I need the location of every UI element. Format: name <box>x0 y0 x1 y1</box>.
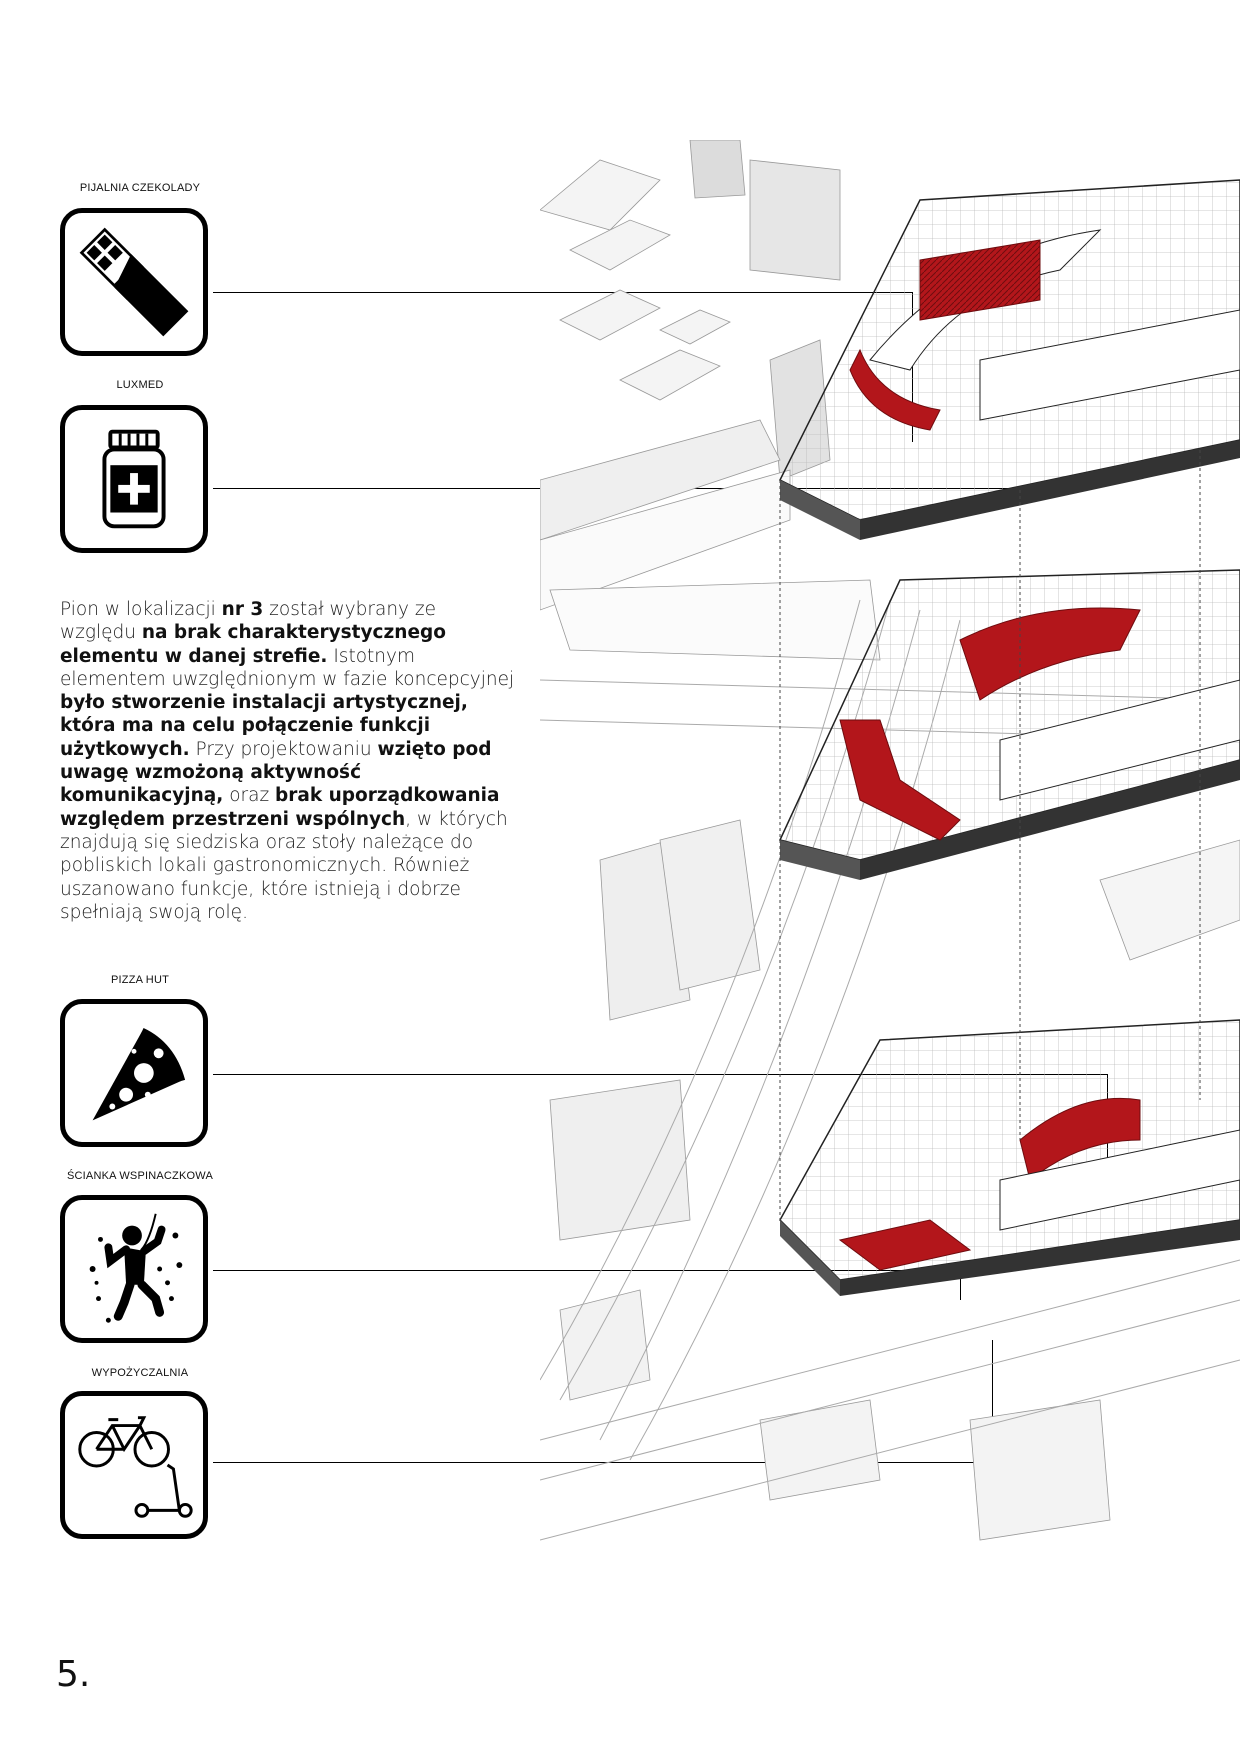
label-climbing: ŚCIANKA WSPINACZKOWA <box>66 1170 213 1182</box>
label-pizza: PIZZA HUT <box>110 974 170 986</box>
level-3-plan <box>780 1020 1240 1296</box>
icon-box-rental <box>60 1391 208 1539</box>
label-chocolate: PIJALNIA CZEKOLADY <box>79 182 201 194</box>
axonometric-drawing <box>540 140 1240 1620</box>
scooter-icon <box>136 1465 191 1516</box>
icon-box-pizza <box>60 999 208 1147</box>
rental-icons <box>65 1396 203 1534</box>
level-1-plan <box>780 180 1240 540</box>
icon-box-climbing <box>60 1195 208 1343</box>
climber-icon <box>65 1200 203 1338</box>
bicycle-icon <box>80 1418 169 1466</box>
description-text: Pion w lokalizacji nr 3 został wybrany ze względu na brak charakterystycznego elementu w danej strefie. Istotnym elementem uwzględnionym w fazie koncepcyjnej było stworzenie instalacji artystycznej, która ma na celu połączenie funkcji użytkowych. Przy projektowaniu wzięto pod uwagę wzmożoną aktywność komunikacyjną, oraz brak uporządkowania względem przestrzeni wspólnych, w których znajdują się siedziska oraz stoły należące do pobliskich lokali gastronomicznych. Również uszanowano funkcje, które istnieją i dobrze spełniają swoją rolę. <box>60 599 515 923</box>
icon-box-chocolate <box>60 208 208 356</box>
label-luxmed: LUXMED <box>116 379 164 391</box>
medicine-jar-icon <box>65 410 203 548</box>
label-rental: WYPOŻYCZALNIA <box>91 1367 189 1379</box>
page-number: 5. <box>56 1654 91 1695</box>
chocolate-bar-icon <box>65 213 203 351</box>
icon-box-luxmed <box>60 405 208 553</box>
pizza-slice-icon <box>65 1004 203 1142</box>
